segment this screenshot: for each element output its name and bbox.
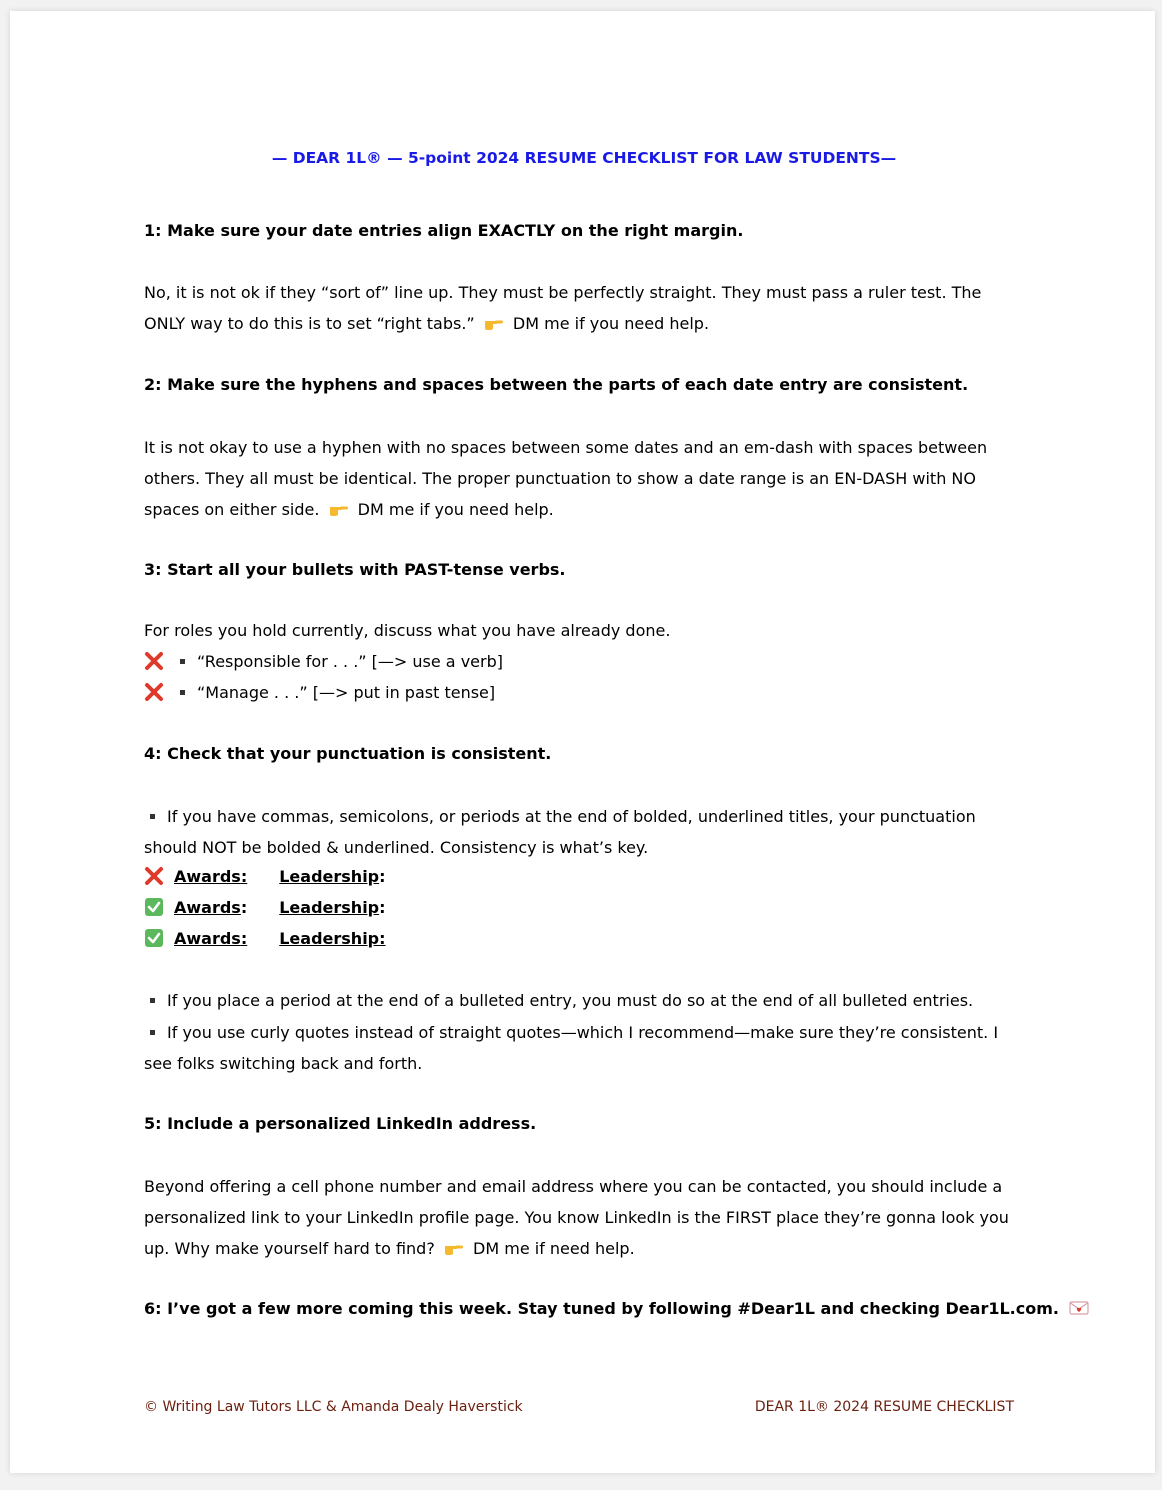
check-mark-icon — [144, 928, 164, 948]
bullet-square-icon — [180, 659, 185, 664]
pointing-hand-icon — [484, 315, 504, 331]
section-3-intro: For roles you hold currently, discuss what you have already done. — [144, 621, 671, 640]
section-5-heading: 5: Include a personalized LinkedIn address. — [144, 1114, 537, 1133]
section-4-point-2 — [144, 990, 973, 1012]
pointing-hand-icon — [444, 1240, 464, 1256]
section-2-text: It is not okay to use a hyphen with no spaces between some dates and an em-dash with spaces between others. They all must be identical. The proper punctuation to show a date range is an EN-DASH with NO spaces on either side. — [144, 438, 988, 519]
section-2-heading: 2: Make sure the hyphens and spaces between the parts of each date entry are consistent. — [144, 375, 969, 394]
section-1-text: No, it is not ok if they “sort of” line up. They must be perfectly straight. They must pass a ruler test. The ONLY way to do this is to set “right tabs.” — [144, 283, 982, 333]
punctuation-example-wrong — [144, 866, 386, 888]
footer-document-label: DEAR 1L® 2024 RESUME CHECKLIST — [754, 1399, 1014, 1415]
section-1-heading: 1: Make sure your date entries align EXACTLY on the right margin. — [144, 221, 744, 240]
cross-mark-icon — [144, 651, 164, 671]
footer-copyright: © Writing Law Tutors LLC & Amanda Dealy Haverstick — [144, 1399, 523, 1415]
section-1-dm: DM me if you need help. — [512, 314, 710, 333]
section-4-point-3 — [144, 1017, 1024, 1079]
awards-label: Awards: — [174, 929, 248, 948]
cross-mark-icon — [144, 866, 164, 886]
bad-example-2 — [144, 682, 495, 704]
leadership-label: Leadership — [279, 867, 380, 886]
document-page — [10, 11, 1155, 1473]
cross-mark-icon — [144, 682, 164, 702]
section-4-point-2-text: If you place a period at the end of a bulleted entry, you must do so at the end of all bulleted entries. — [167, 991, 974, 1010]
leadership-colon: : — [379, 867, 386, 886]
leadership-colon: : — [379, 898, 386, 917]
bad-example-1-text: “Responsible for . . .” [—> use a verb] — [197, 652, 503, 671]
section-5-dm: DM me if need help. — [473, 1239, 635, 1258]
bullet-square-icon — [150, 1030, 155, 1035]
section-4-point-1 — [144, 801, 1024, 863]
bullet-square-icon — [180, 690, 185, 695]
section-3-heading: 3: Start all your bullets with PAST-tense verbs. — [144, 560, 566, 579]
envelope-heart-icon — [1069, 1300, 1089, 1316]
section-6-text: 6: I’ve got a few more coming this week. Stay tuned by following #Dear1L and checking Dear1L.com. — [144, 1299, 1059, 1318]
check-mark-icon — [144, 897, 164, 917]
section-4-point-1-text: If you have commas, semicolons, or periods at the end of bolded, underlined titles, your punctuation should NOT be bolded & underlined. Consistency is what’s key. — [144, 807, 976, 857]
bad-example-1 — [144, 651, 503, 673]
section-6-heading — [144, 1298, 1089, 1320]
section-5-text: Beyond offering a cell phone number and email address where you can be contacted, you should include a personalized link to your LinkedIn profile page. You know LinkedIn is the FIRST place they’re gonna look you up. Why make yourself hard to find? — [144, 1177, 1009, 1258]
leadership-label: Leadership — [279, 898, 380, 917]
leadership-label: Leadership: — [279, 929, 386, 948]
bad-example-2-text: “Manage . . .” [—> put in past tense] — [197, 683, 496, 702]
punctuation-example-right-2 — [144, 928, 386, 950]
punctuation-example-right-1 — [144, 897, 386, 919]
section-4-heading: 4: Check that your punctuation is consistent. — [144, 744, 552, 763]
section-2-dm: DM me if you need help. — [357, 500, 554, 519]
pointing-hand-icon — [329, 501, 349, 517]
section-5-body — [144, 1171, 1024, 1264]
awards-label: Awards — [174, 898, 241, 917]
bullet-square-icon — [150, 998, 155, 1003]
awards-colon: : — [240, 898, 248, 917]
document-title: — DEAR 1L® — 5-point 2024 RESUME CHECKLIST FOR LAW STUDENTS— — [271, 149, 897, 167]
section-4-point-3-text: If you use curly quotes instead of straight quotes—which I recommend—make sure they’re consistent. I see folks switching back and forth. — [144, 1023, 999, 1073]
section-2-body — [144, 432, 1024, 525]
section-1-body — [144, 277, 1024, 339]
awards-label: Awards: — [174, 867, 248, 886]
bullet-square-icon — [150, 814, 155, 819]
